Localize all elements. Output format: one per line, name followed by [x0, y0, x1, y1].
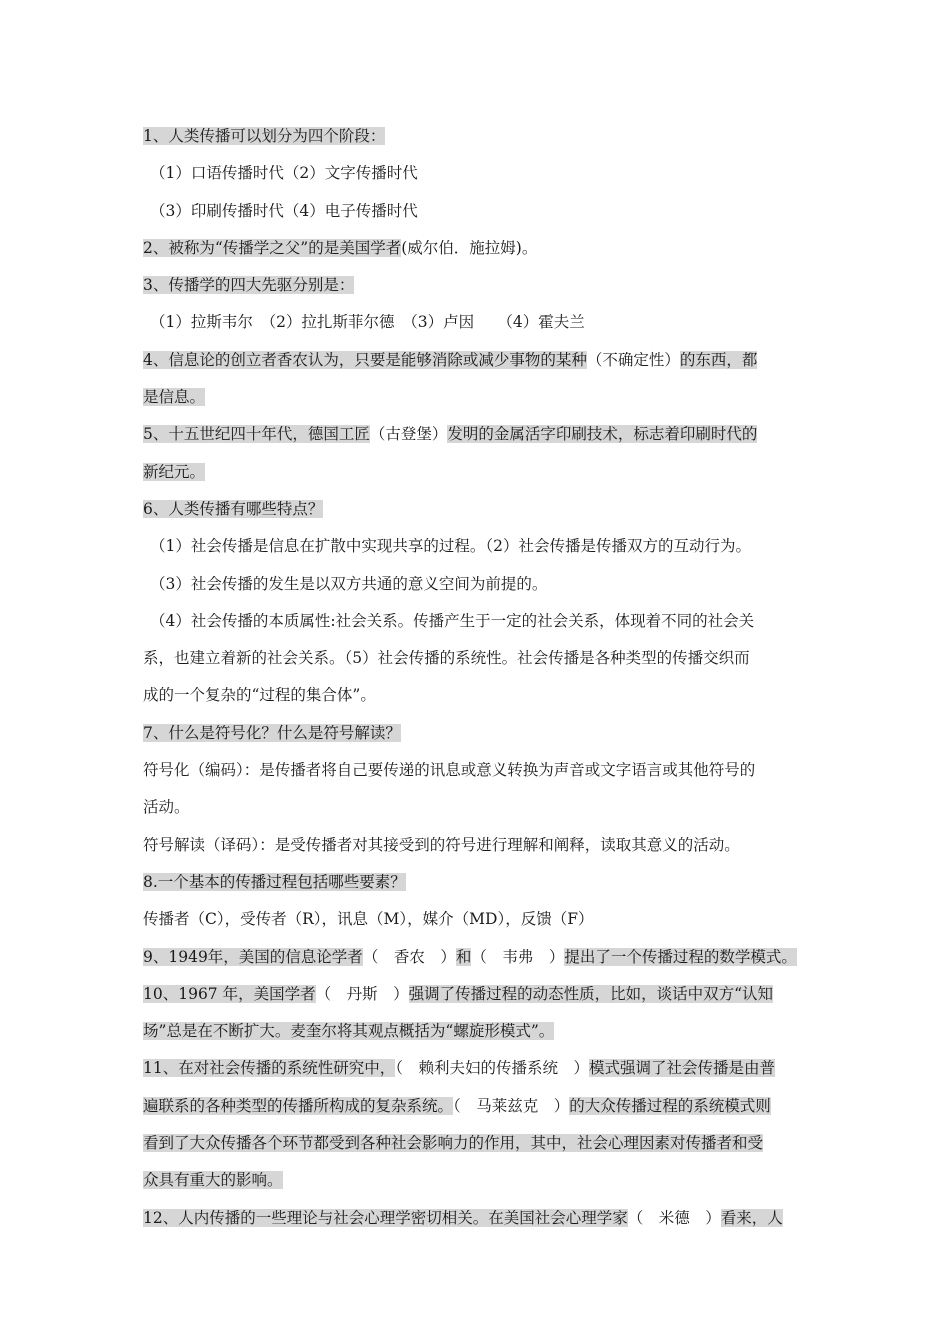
- highlighted-text: 模式强调了社会传播是由普: [589, 1059, 776, 1078]
- text-line: [143, 267, 808, 304]
- highlighted-text: 12、人内传播的一些理论与社会心理学密切相关。在美国社会心理学家: [143, 1208, 628, 1227]
- highlighted-text: 提出了一个传播过程的数学模式。: [564, 947, 797, 966]
- text-line: [143, 640, 808, 677]
- text-line: [143, 976, 808, 1013]
- text-span: （1）拉斯韦尔 （2）拉扎斯菲尔德 （3）卢因 （4）霍夫兰: [150, 313, 585, 332]
- highlighted-text: 众具有重大的影响。: [143, 1171, 283, 1190]
- text-line: [143, 118, 808, 155]
- text-span: （1）社会传播是信息在扩散中实现共享的过程。（2）社会传播是传播双方的互动行为。: [150, 537, 751, 556]
- text-span: 传播者（C），受传者（R），讯息（M），媒介（MD），反馈（F）: [143, 910, 594, 929]
- highlighted-text: 的东西，都: [679, 350, 758, 369]
- text-line: [143, 752, 808, 789]
- text-line: [143, 528, 808, 565]
- text-span: （3）印刷传播时代（4）电子传播时代: [150, 201, 418, 220]
- text-line: [143, 901, 808, 938]
- text-line: [143, 566, 808, 603]
- text-span: 成的一个复杂的“过程的集合体”。: [143, 686, 376, 705]
- text-line: [143, 1125, 808, 1162]
- text-line: [143, 416, 808, 453]
- highlighted-text: 和: [455, 947, 472, 966]
- text-span: 活动。: [143, 798, 190, 817]
- text-line: [143, 789, 808, 826]
- highlighted-text: 3、传播学的四大先驱分别是：: [143, 276, 355, 295]
- highlighted-text: 7、什么是符号化？什么是符号解读？: [143, 723, 401, 742]
- highlighted-text: 遍联系的各种类型的传播所构成的复杂系统。: [143, 1096, 454, 1115]
- text-span: （3）社会传播的发生是以双方共通的意义空间为前提的。: [150, 574, 548, 593]
- text-line: [143, 454, 808, 491]
- highlighted-text: 5、十五世纪四十年代，德国工匠: [143, 425, 370, 444]
- text-span: （ 香农 ）: [362, 947, 456, 966]
- highlighted-text: 9、1949年，美国的信息论学者: [143, 947, 363, 966]
- highlighted-text: 看到了大众传播各个环节都受到各种社会影响力的作用，其中，社会心理因素对传播者和受: [143, 1134, 764, 1153]
- text-span: （ 赖利夫妇的传播系统 ）: [395, 1059, 589, 1078]
- text-span: (威尔伯．施拉姆)。: [401, 238, 538, 257]
- text-line: [143, 677, 808, 714]
- text-line: [143, 342, 808, 379]
- text-line: [143, 1013, 808, 1050]
- highlighted-text: 10、1967 年，美国学者: [143, 984, 316, 1003]
- text-line: [143, 827, 808, 864]
- text-line: [143, 603, 808, 640]
- highlighted-text: 11、在对社会传播的系统性研究中，: [143, 1059, 396, 1078]
- text-span: （不确定性）: [586, 350, 680, 369]
- text-line: [143, 1088, 808, 1125]
- highlighted-text: 2、被称为“传播学之父”的是美国学者: [143, 238, 402, 257]
- text-span: 系，也建立着新的社会关系。（5）社会传播的系统性。社会传播是各种类型的传播交织而: [143, 649, 750, 668]
- highlighted-text: 1、人类传播可以划分为四个阶段：: [143, 127, 386, 145]
- text-line: [143, 1050, 808, 1087]
- text-span: 符号化（编码）：是传播者将自己要传递的讯息或意义转换为声音或文字语言或其他符号的: [143, 761, 756, 780]
- text-span: （4）社会传播的本质属性:社会关系。传播产生于一定的社会关系，体现着不同的社会关: [150, 611, 755, 630]
- text-span: （ 马莱兹克 ）: [453, 1096, 570, 1115]
- text-line: [143, 379, 808, 416]
- highlighted-text: 8.一个基本的传播过程包括哪些要素？: [143, 872, 406, 891]
- text-span: （ 丹斯 ）: [315, 984, 409, 1003]
- text-span: （古登堡）: [369, 425, 448, 444]
- text-line: [143, 491, 808, 528]
- highlighted-text: 场”总是在不断扩大。麦奎尔将其观点概括为“螺旋形模式”。: [143, 1022, 555, 1041]
- text-span: 符号解读（译码）：是受传播者对其接受到的符号进行理解和阐释，读取其意义的活动。: [143, 835, 740, 854]
- highlighted-text: 6、人类传播有哪些特点？: [143, 499, 324, 518]
- text-line: [143, 1200, 808, 1237]
- text-line: [143, 155, 808, 192]
- text-line: [143, 939, 808, 976]
- highlighted-text: 的大众传播过程的系统模式则: [569, 1096, 771, 1115]
- document-body: [143, 118, 808, 1237]
- highlighted-text: 强调了传播过程的动态性质，比如，谈话中双方“认知: [408, 984, 774, 1003]
- text-line: [143, 193, 808, 230]
- text-span: （ 韦弗 ）: [471, 947, 565, 966]
- highlighted-text: 4、信息论的创立者香农认为，只要是能够消除或减少事物的某种: [143, 350, 587, 369]
- text-line: [143, 864, 808, 901]
- text-line: [143, 715, 808, 752]
- text-line: [143, 230, 808, 267]
- text-span: （ 米德 ）: [627, 1208, 721, 1227]
- text-line: [143, 304, 808, 341]
- highlighted-text: 是信息。: [143, 388, 206, 407]
- highlighted-text: 看来，人: [720, 1208, 783, 1227]
- text-span: （1）口语传播时代（2）文字传播时代: [150, 164, 418, 183]
- text-line: [143, 1162, 808, 1199]
- highlighted-text: 发明的金属活字印刷技术，标志着印刷时代的: [447, 425, 758, 444]
- highlighted-text: 新纪元。: [143, 462, 206, 481]
